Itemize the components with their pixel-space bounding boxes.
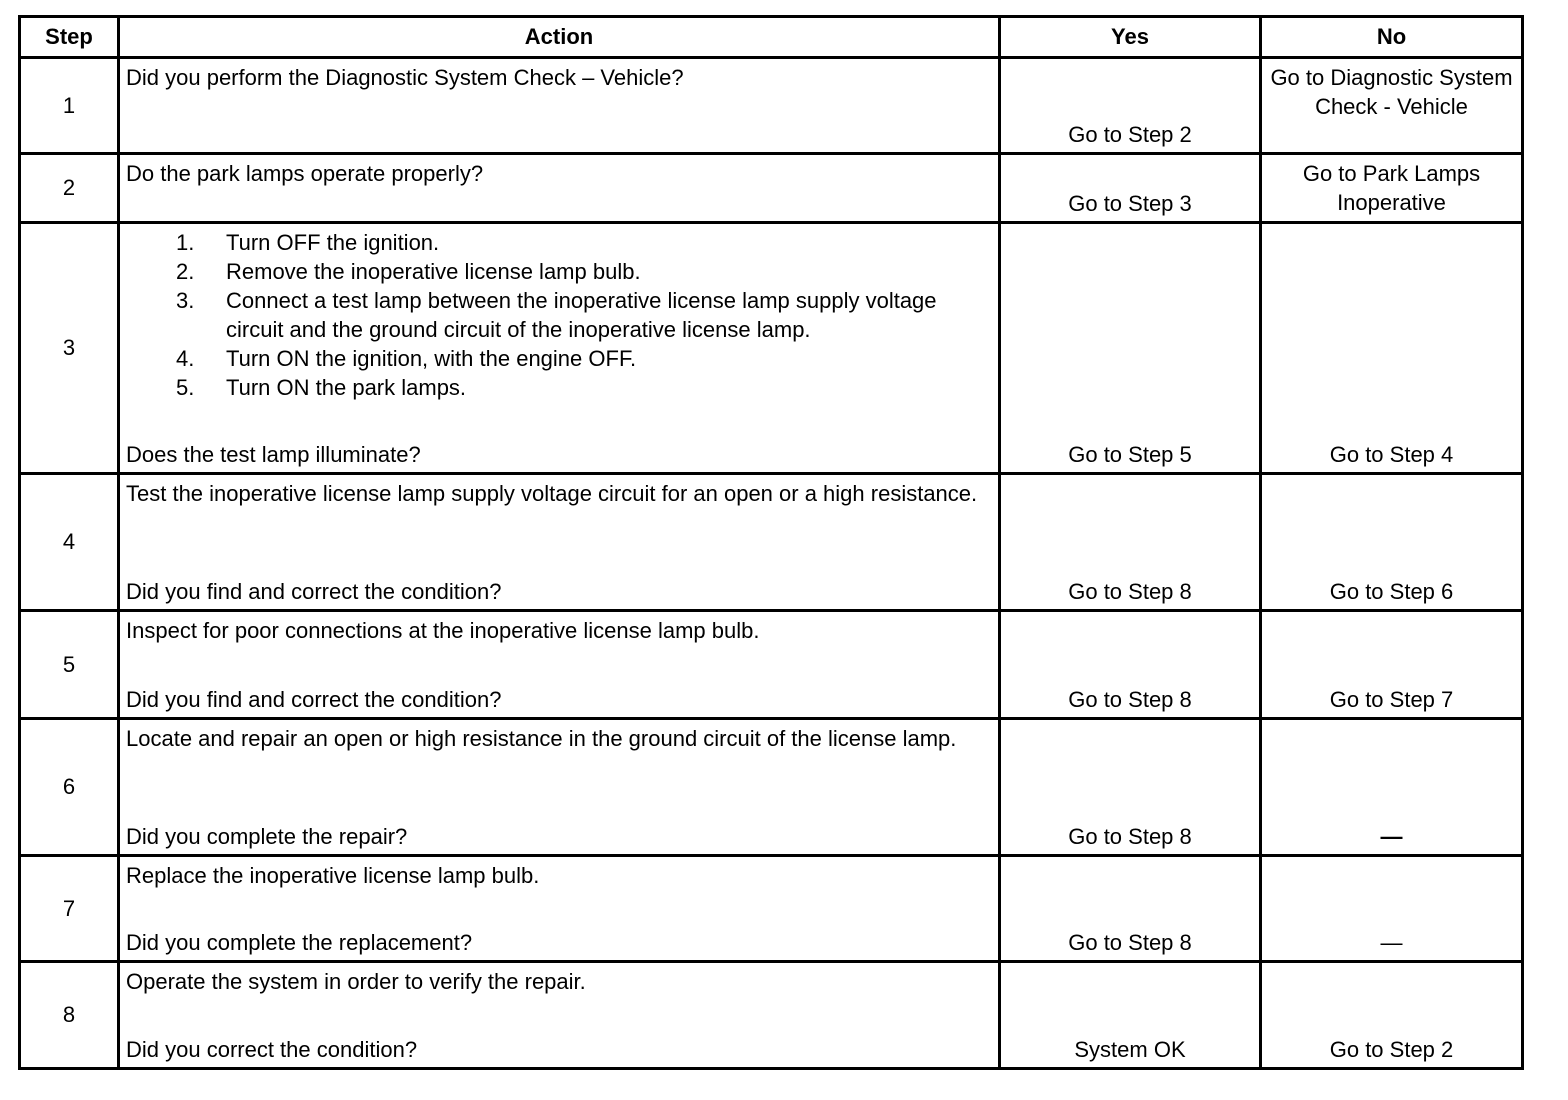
step-number: 2 xyxy=(20,154,119,223)
no-cell xyxy=(1261,611,1523,719)
list-item: 5. Turn ON the park lamps. xyxy=(176,375,467,400)
table-row xyxy=(20,856,1523,962)
yes-cell xyxy=(1000,719,1261,856)
step-number: 8 xyxy=(20,962,119,1069)
action-question: Did you find and correct the condition? xyxy=(126,579,502,604)
step-number: 3 xyxy=(20,223,119,474)
action-instruction: Inspect for poor connections at the inoperative license lamp bulb. xyxy=(126,618,760,643)
action-instruction: Replace the inoperative license lamp bulb. xyxy=(126,863,540,888)
action-instruction: Test the inoperative license lamp supply voltage circuit for an open or a high resistance. xyxy=(126,481,978,506)
yes-cell xyxy=(1000,223,1261,474)
no-result: Go to Step 2 xyxy=(1329,1037,1454,1062)
action-cell xyxy=(119,611,1000,719)
list-item: 4. Turn ON the ignition, with the engine OFF. xyxy=(176,346,637,371)
table-row xyxy=(20,154,1523,223)
yes-cell xyxy=(1000,856,1261,962)
yes-cell xyxy=(1000,474,1261,611)
yes-cell xyxy=(1000,611,1261,719)
list-item: 3. Connect a test lamp between the inoperative license lamp supply voltage circuit and the ground circuit of the inoperative license lamp. xyxy=(176,288,937,342)
yes-result: Go to Step 8 xyxy=(1068,687,1192,712)
header-no: No xyxy=(1261,17,1523,58)
header-row xyxy=(20,17,1523,58)
yes-cell xyxy=(1000,962,1261,1069)
yes-result: Go to Step 3 xyxy=(1068,191,1192,216)
step-number: 6 xyxy=(20,719,119,856)
no-cell xyxy=(1261,474,1523,611)
header-step: Step xyxy=(20,17,119,58)
yes-cell xyxy=(1000,58,1261,154)
step-number: 4 xyxy=(20,474,119,611)
yes-result: System OK xyxy=(1074,1037,1186,1062)
no-cell xyxy=(1261,719,1523,856)
step-number: 5 xyxy=(20,611,119,719)
step-number: 7 xyxy=(20,856,119,962)
list-item: 2. Remove the inoperative license lamp bulb. xyxy=(176,259,641,284)
action-cell xyxy=(119,962,1000,1069)
no-result: Go to Park Lamps Inoperative xyxy=(1302,161,1481,215)
header-action: Action xyxy=(119,17,1000,58)
yes-result: Go to Step 5 xyxy=(1068,442,1192,467)
no-result: — xyxy=(1380,930,1403,955)
yes-result: Go to Step 2 xyxy=(1068,122,1192,147)
table-row xyxy=(20,962,1523,1069)
table-row xyxy=(20,223,1523,474)
action-cell xyxy=(119,719,1000,856)
action-question: Did you correct the condition? xyxy=(126,1037,418,1062)
header-yes: Yes xyxy=(1000,17,1261,58)
no-result: — xyxy=(1380,824,1403,849)
no-cell xyxy=(1261,962,1523,1069)
yes-result: Go to Step 8 xyxy=(1068,824,1192,849)
list-item: 1. Turn OFF the ignition. xyxy=(176,230,440,255)
action-question: Did you complete the repair? xyxy=(126,824,408,849)
procedure-list xyxy=(126,228,992,402)
action-question: Did you complete the replacement? xyxy=(126,930,473,955)
no-cell xyxy=(1261,154,1523,223)
no-cell xyxy=(1261,58,1523,154)
no-result: Go to Step 6 xyxy=(1329,579,1454,604)
table-row xyxy=(20,58,1523,154)
action-question: Did you perform the Diagnostic System Check – Vehicle? xyxy=(126,65,684,90)
action-cell xyxy=(119,154,1000,223)
yes-result: Go to Step 8 xyxy=(1068,930,1192,955)
action-instruction: Operate the system in order to verify the repair. xyxy=(126,969,586,994)
action-cell xyxy=(119,474,1000,611)
table-row xyxy=(20,611,1523,719)
action-question: Does the test lamp illuminate? xyxy=(126,442,421,467)
yes-cell xyxy=(1000,154,1261,223)
diagnostic-table xyxy=(18,15,1524,1070)
action-question: Do the park lamps operate properly? xyxy=(126,161,484,186)
no-result: Go to Step 7 xyxy=(1329,687,1454,712)
table-row xyxy=(20,719,1523,856)
step-number: 1 xyxy=(20,58,119,154)
yes-result: Go to Step 8 xyxy=(1068,579,1192,604)
action-question: Did you find and correct the condition? xyxy=(126,687,502,712)
no-cell xyxy=(1261,856,1523,962)
action-cell xyxy=(119,58,1000,154)
action-cell xyxy=(119,856,1000,962)
table-row xyxy=(20,474,1523,611)
no-result: Go to Step 4 xyxy=(1329,442,1454,467)
action-instruction: Locate and repair an open or high resistance in the ground circuit of the license lamp. xyxy=(126,726,957,751)
no-cell xyxy=(1261,223,1523,474)
action-cell xyxy=(119,223,1000,474)
no-result: Go to Diagnostic System Check - Vehicle xyxy=(1270,65,1513,119)
